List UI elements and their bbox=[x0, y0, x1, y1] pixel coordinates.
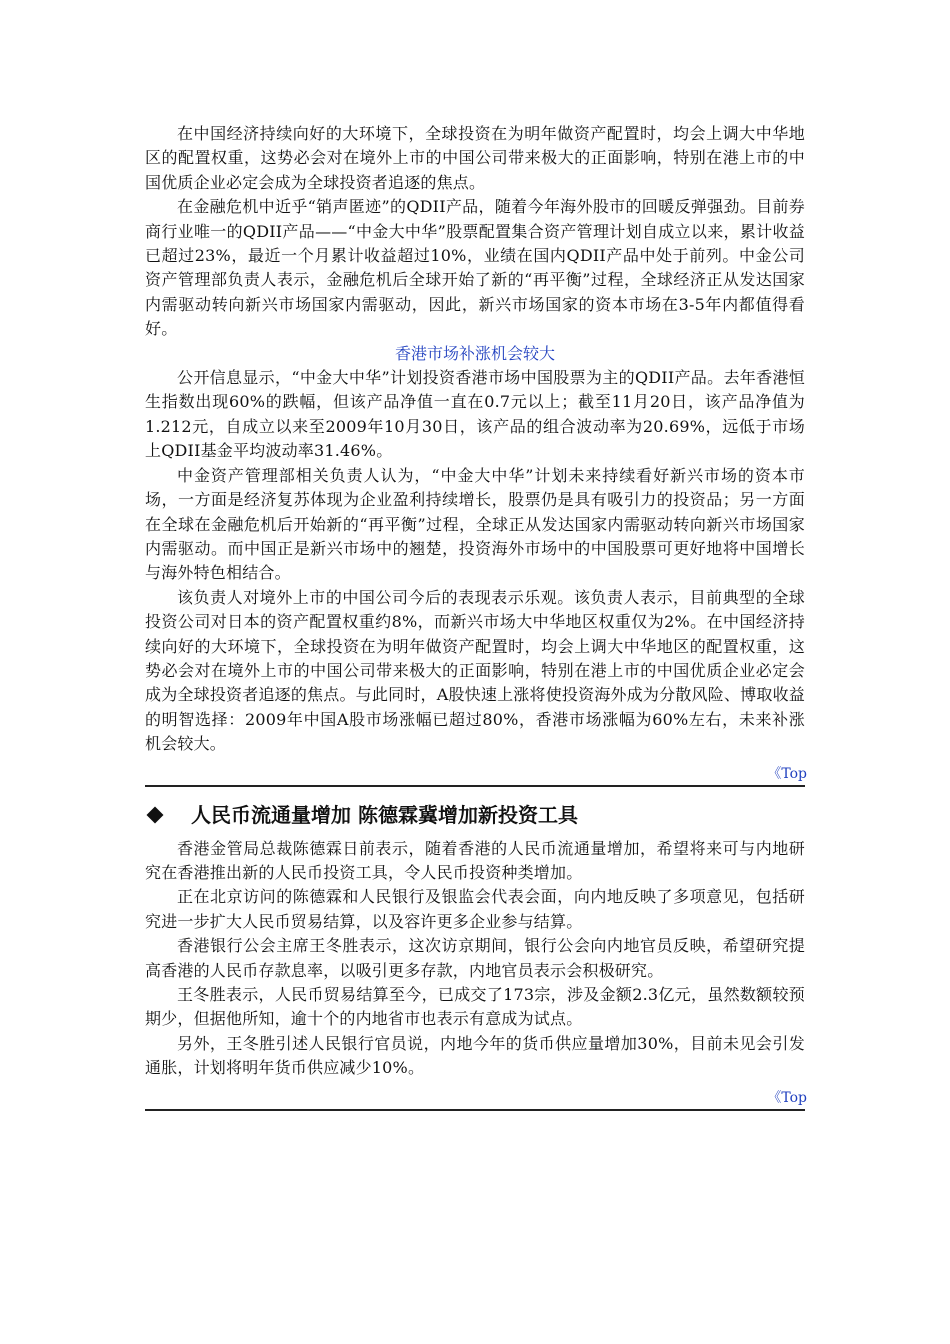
article-paragraph: 王冬胜表示，人民币贸易结算至今，已成交了173宗，涉及金额2.3亿元，虽然数额较预期少，但据他所知，逾十个的内地省市也表示有意成为试点。 bbox=[145, 985, 805, 1029]
article-paragraph: 香港金管局总裁陈德霖日前表示，随着香港的人民币流通量增加，希望将来可与内地研究在香港推出新的人民币投资工具，令人民币投资种类增加。 bbox=[145, 838, 805, 882]
section-divider bbox=[145, 785, 805, 787]
section-heading bbox=[145, 801, 805, 829]
back-to-top-link[interactable]: 《Top bbox=[767, 1089, 807, 1106]
document-page bbox=[145, 122, 805, 1111]
article-paragraph: 香港银行公会主席王冬胜表示，这次访京期间，银行公会向内地官员反映，希望研究提高香港的人民币存款息率，以吸引更多存款，内地官员表示会积极研究。 bbox=[145, 936, 805, 980]
article-paragraph: 在中国经济持续向好的大环境下，全球投资在为明年做资产配置时，均会上调大中华地区的配置权重，这势必会对在境外上市的中国公司带来极大的正面影响，特别在港上市的中国优质企业必定会成为全球投资者追逐的焦点。 bbox=[145, 124, 805, 192]
article-paragraph: 在金融危机中近乎“销声匿迹”的QDII产品，随着今年海外股市的回暖反弹强劲。目前券商行业唯一的QDII产品——“中金大中华”股票配置集合资产管理计划自成立以来，累计收益已超过23%，最近一个月累计收益超过10%，业绩在国内QDII产品中处于前列。中金公司资产管理部负责人表示，金融危机后全球开始了新的“再平衡”过程，全球经济正从发达国家内需驱动转向新兴市场国家内需驱动，因此，新兴市场国家的资本市场在3-5年内都值得看好。 bbox=[145, 197, 805, 339]
diamond-bullet-icon bbox=[147, 806, 164, 823]
article-paragraph: 公开信息显示，“中金大中华”计划投资香港市场中国股票为主的QDII产品。去年香港恒生指数出现60%的跌幅，但该产品净值一直在0.7元以上；截至11月20日，该产品净值为1.212元，自成立以来至2009年10月30日，该产品的组合波动率为20.69%，远低于市场上QDII基金平均波动率31.46%。 bbox=[145, 368, 805, 461]
back-to-top-link[interactable]: 《Top bbox=[767, 765, 807, 782]
article-paragraph: 该负责人对境外上市的中国公司今后的表现表示乐观。该负责人表示，目前典型的全球投资公司对日本的资产配置权重约8%，而新兴市场大中华地区权重仅为2%。在中国经济持续向好的大环境下，全球投资在为明年做资产配置时，均会上调大中华地区的配置权重，这势必会对在境外上市的中国公司带来极大的正面影响，特别在港上市的中国优质企业必定会成为全球投资者追逐的焦点。与此同时，A股快速上涨将使投资海外成为分散风险、博取收益的明智选择：2009年中国A股市场涨幅已超过80%，香港市场涨幅为60%左右，未来补涨机会较大。 bbox=[145, 587, 805, 754]
section-heading-text: 人民币流通量增加 陈德霖冀增加新投资工具 bbox=[191, 802, 578, 827]
article-paragraph: 另外，王冬胜引述人民银行官员说，内地今年的货币供应量增加30%，目前未见会引发通胀，计划将明年货币供应减少10%。 bbox=[145, 1033, 805, 1078]
article-paragraph: 中金资产管理部相关负责人认为，“中金大中华”计划未来持续看好新兴市场的资本市场，一方面是经济复苏体现为企业盈利持续增长，股票仍是具有吸引力的投资品；另一方面在全球在金融危机后开始新的“再平衡”过程，全球正从发达国家内需驱动转向新兴市场国家内需驱动。而中国正是新兴市场中的翘楚，投资海外市场中的中国股票可更好地将中国增长与海外特色相结合。 bbox=[145, 465, 805, 583]
section-subheading: 香港市场补涨机会较大 bbox=[394, 343, 555, 363]
section-divider bbox=[145, 1109, 805, 1111]
article-paragraph: 正在北京访问的陈德霖和人民银行及银监会代表会面，向内地反映了多项意见，包括研究进一步扩大人民币贸易结算，以及容许更多企业参与结算。 bbox=[145, 887, 805, 931]
